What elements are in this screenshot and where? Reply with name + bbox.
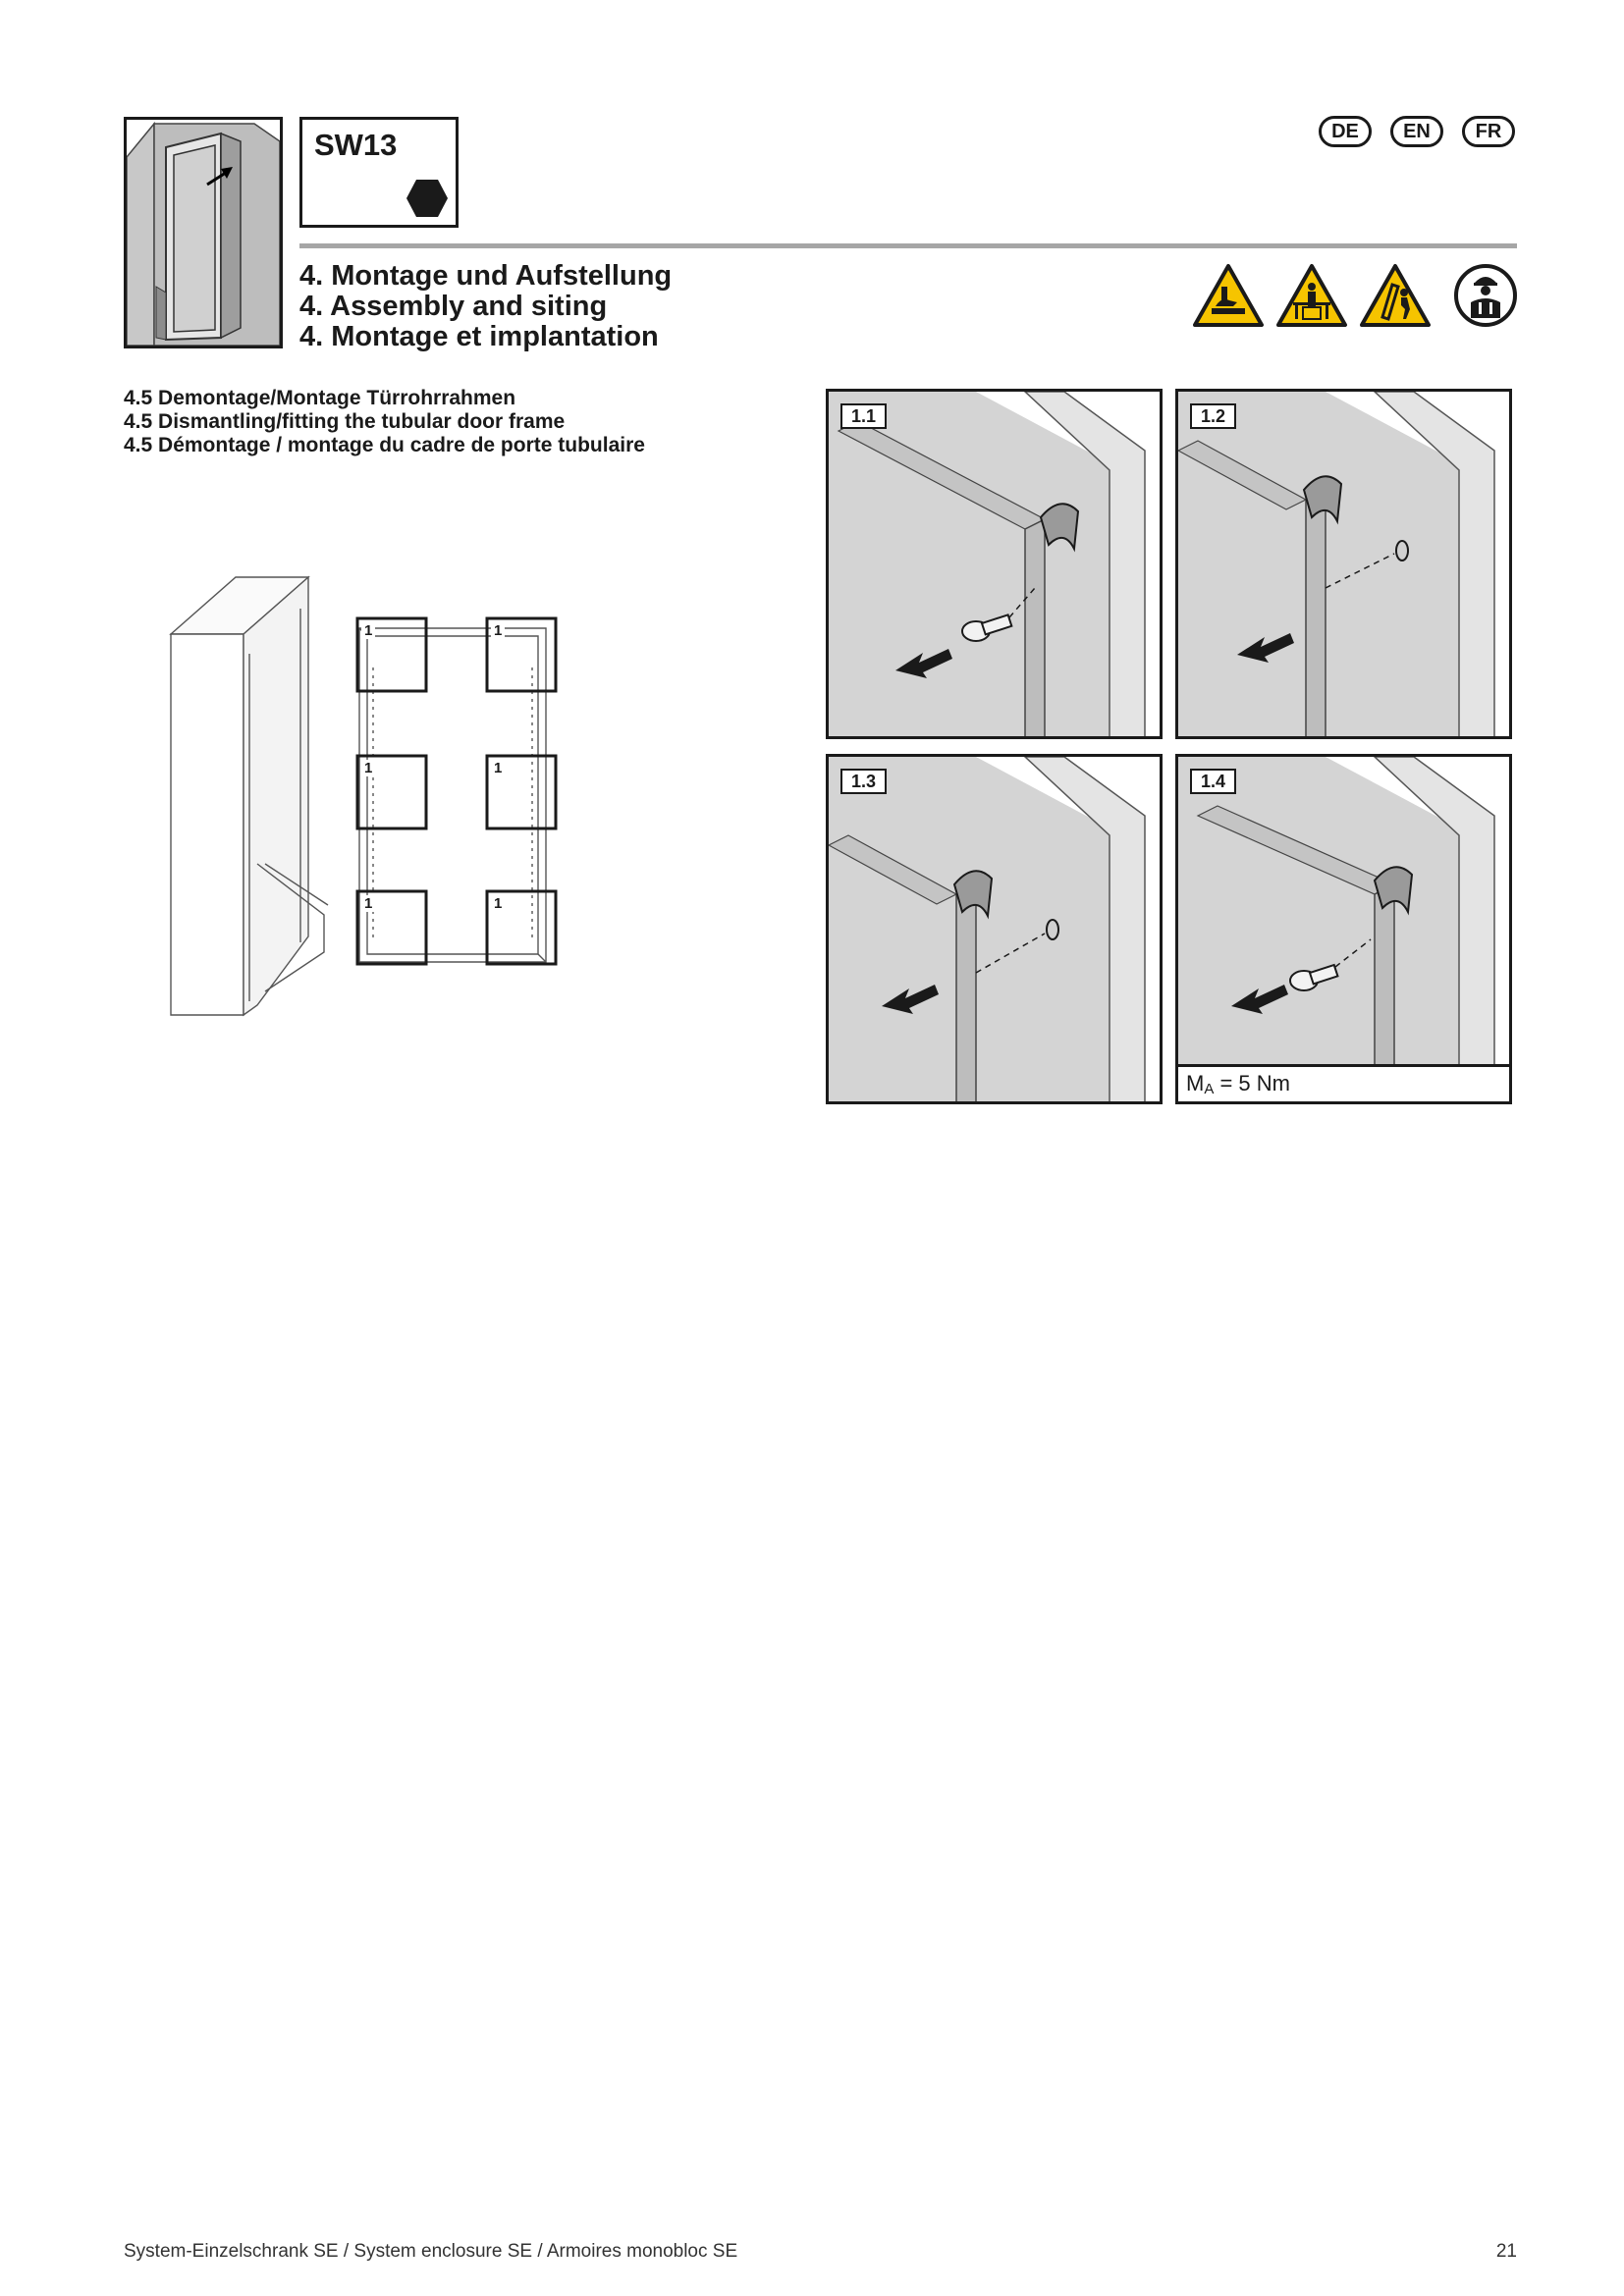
crush-hazard-warning-icon — [1192, 263, 1265, 328]
callout-label: 1 — [361, 895, 375, 912]
tipping-load-warning-icon — [1275, 263, 1348, 328]
step-1-1-drawing — [829, 392, 1163, 739]
subsection-title-de: 4.5 Demontage/Montage Türrohrrahmen — [124, 387, 516, 409]
step-label: 1.1 — [840, 403, 887, 429]
step-1-4-drawing — [1178, 757, 1512, 1104]
subsection-title-en: 4.5 Dismantling/fitting the tubular door frame — [124, 410, 566, 433]
hex-socket-icon — [406, 177, 449, 220]
enclosure-thumbnail — [124, 117, 283, 348]
step-panel-1-1 — [826, 389, 1163, 739]
footer-text: System-Einzelschrank SE / System enclosure SE / Armoires monobloc SE — [124, 2241, 738, 2262]
torque-value: = 5 Nm — [1214, 1071, 1290, 1095]
falling-object-warning-icon — [1359, 263, 1432, 328]
callout-label: 1 — [491, 895, 505, 912]
torque-subscript: A — [1204, 1081, 1215, 1097]
enclosure-thumbnail-drawing — [127, 120, 280, 346]
step-label: 1.4 — [1190, 769, 1236, 794]
tool-size-box — [299, 117, 459, 228]
language-badge-de: DE — [1319, 116, 1372, 147]
section-title-de: 4. Montage und Aufstellung — [299, 260, 673, 292]
torque-symbol: M — [1186, 1071, 1205, 1095]
language-badge-en: EN — [1390, 116, 1443, 147]
callout-label: 1 — [491, 622, 505, 639]
callout-label: 1 — [361, 760, 375, 776]
step-label: 1.3 — [840, 769, 887, 794]
qualified-personnel-icon — [1453, 263, 1518, 328]
subsection-title-fr: 4.5 Démontage / montage du cadre de porte tubulaire — [124, 434, 645, 456]
step-1-2-drawing — [1178, 392, 1512, 739]
wrench-size-label: SW13 — [314, 128, 398, 162]
callout-label: 1 — [491, 760, 505, 776]
step-1-3-drawing — [829, 757, 1163, 1104]
callout-label: 1 — [361, 622, 375, 639]
page-number: 21 — [1495, 2241, 1517, 2262]
language-badge-fr: FR — [1462, 116, 1515, 147]
step-panel-1-2 — [1175, 389, 1512, 739]
step-panel-1-3 — [826, 754, 1163, 1104]
section-title-en: 4. Assembly and siting — [299, 291, 608, 322]
torque-value-box — [1178, 1064, 1509, 1101]
header-divider — [299, 243, 1517, 248]
step-panel-1-4 — [1175, 754, 1512, 1104]
main-enclosure-figure — [167, 569, 560, 1021]
section-title-fr: 4. Montage et implantation — [299, 321, 659, 352]
step-label: 1.2 — [1190, 403, 1236, 429]
